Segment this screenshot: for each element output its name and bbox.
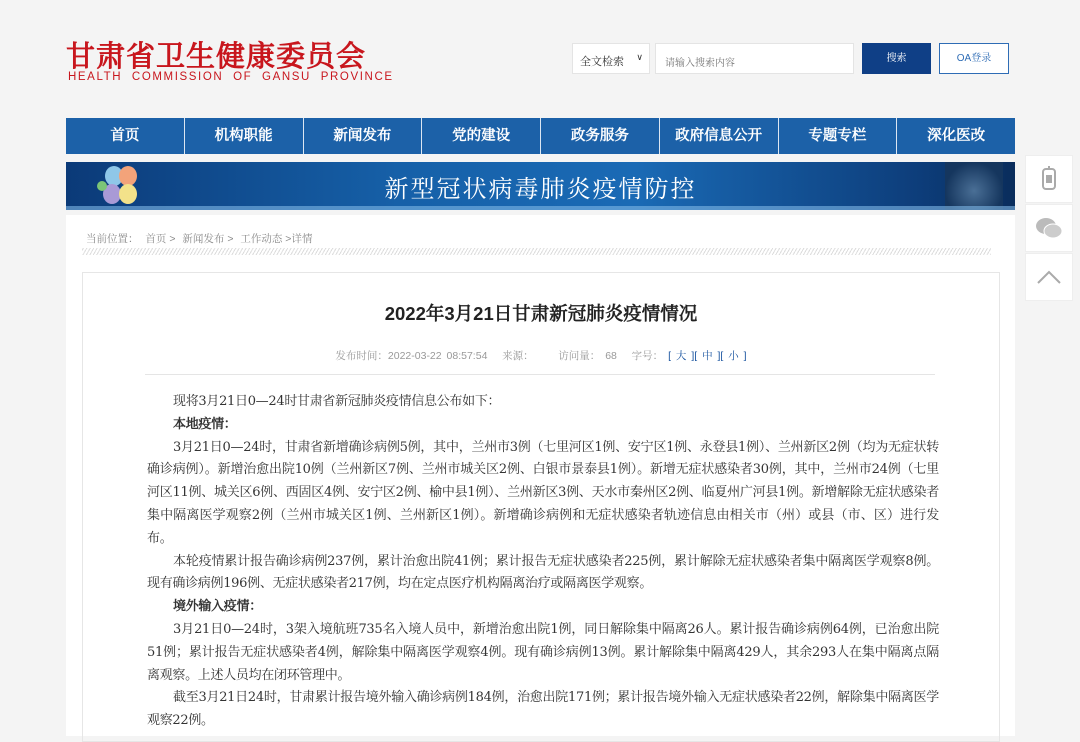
article-title: 2022年3月21日甘肃新冠肺炎疫情情况 [384,303,698,324]
nav-item-functions[interactable]: 机构职能 [185,118,304,154]
nav-item-news[interactable]: 新闻发布 [304,118,423,154]
font-size-label: 字号： [631,350,664,362]
source-label: 来源： [502,350,534,362]
wechat-icon [1035,216,1063,240]
mobile-icon [1042,166,1056,192]
breadcrumb [86,231,316,246]
content-area [66,215,1015,736]
publish-time: 2022-03-22 08:57:54 [387,350,488,362]
article-meta [83,348,999,363]
covid-banner[interactable] [66,162,1015,210]
nav-item-party[interactable]: 党的建设 [422,118,541,154]
banner-stripe [66,206,1015,210]
visits-label: 访问量： [558,350,601,362]
search-button[interactable]: 搜索 [862,43,931,74]
lung-illustration-icon [945,162,1003,210]
meta-divider [145,374,935,375]
site-header [0,0,1080,118]
visits-count: 68 [605,350,617,362]
oa-login-button[interactable]: OA登录 [939,43,1009,74]
search-scope-select[interactable] [572,43,650,74]
nav-item-disclosure[interactable]: 政府信息公开 [660,118,779,154]
section-heading-local: 本地疫情： [173,416,237,432]
article-body [147,391,939,733]
divider [82,248,991,255]
chevron-down-icon: ∨ [636,52,643,62]
search-scope-value: 全文检索 [580,56,624,68]
paragraph: 3月21日0—24时，3架入境航班735名入境人员中，新增治愈出院1例，同日解除集中隔离26人。累计报告确诊病例64例，已治愈出院51例；累计报告无症状感染者4例，解除集中隔离医学观察4例。现有确诊病例13例。累计解除集中隔离429人，其余293人在集中隔离点隔离观察。上述人员均在闭环管理中。 [147,621,939,683]
search-input[interactable]: 请输入搜索内容 [655,43,854,74]
logo-title[interactable]: 甘肃省卫生健康委员会 [66,39,367,73]
logo-subtitle: HEALTH COMMISSION OF GANSU PROVINCE [68,71,394,83]
font-large-button[interactable]: [ 大 ] [668,350,695,362]
font-medium-button[interactable]: [ 中 ] [694,350,721,362]
article [82,272,1000,742]
back-to-top-button[interactable] [1025,253,1073,301]
nav-item-services[interactable]: 政务服务 [541,118,660,154]
banner-title: 新型冠状病毒肺炎疫情防控 [384,176,697,203]
nav-item-home[interactable]: 首页 [66,118,185,154]
back-to-top-icon [1036,269,1062,285]
section-heading-imported: 境外输入疫情： [173,599,262,615]
nav-item-reform[interactable]: 深化医改 [927,128,986,144]
breadcrumb-label: 当前位置： [86,233,139,245]
main-nav [66,118,1015,154]
breadcrumb-home[interactable]: 首页 > [145,233,176,245]
paragraph: 3月21日0—24时，甘肃省新增确诊病例5例，其中，兰州市3例（七里河区1例、安宁区1例、永登县1例）、兰州新区2例（均为无症状转确诊病例）。新增治愈出院10例（兰州新区7例、兰州市城关区2例、白银市景泰县1例）。新增无症状感染者30例，其中，兰州市24例（七里河区11例、城关区6例、西固区4例、安宁区2例、榆中县1例）、兰州新区3例、天水市秦州区2例、临夏州广河县1例。新增解除无症状感染者集中隔离医学观察2例（兰州市城关区1例、兰州新区1例）。新增确诊病例和无症状感染者轨迹信息由相关市（州）或县（市、区）进行发布。 [147,439,939,546]
paragraph: 本轮疫情累计报告确诊病例237例，累计治愈出院41例；累计报告无症状感染者225例，累计解除无症状感染者集中隔离医学观察8例。现有确诊病例196例、无症状感染者217例，均在定点医疗机构隔离治疗或隔离医学观察。 [147,553,939,592]
nav-item-topics[interactable]: 专题专栏 [779,118,898,154]
mobile-button[interactable] [1025,155,1073,203]
paragraph: 现将3月21日0—24时甘肃省新冠肺炎疫情信息公布如下： [173,394,501,409]
paragraph: 截至3月21日24时，甘肃累计报告境外输入确诊病例184例，治愈出院171例；累计报告境外输入无症状感染者22例，解除集中隔离医学观察22例。 [147,690,939,729]
font-small-button[interactable]: [ 小 ] [720,350,747,362]
breadcrumb-news[interactable]: 新闻发布 > [182,233,234,245]
breadcrumb-work[interactable]: 工作动态 >详情 [240,233,313,245]
publish-time-label: 发布时间： [335,350,388,362]
wechat-button[interactable] [1025,204,1073,252]
